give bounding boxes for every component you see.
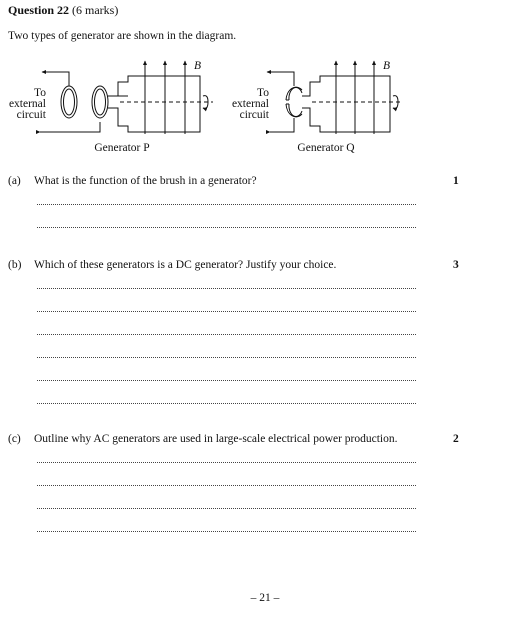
generator-q-texts: [232, 60, 390, 154]
answer-line[interactable]: [37, 311, 416, 312]
question-marks-note: (6 marks): [72, 3, 119, 17]
page-number: – 21 –: [250, 592, 280, 604]
part-b-text: Which of these generators is a DC generator? Justify your choice.: [34, 259, 337, 271]
answer-line[interactable]: [37, 227, 416, 228]
part-c-marks: 2: [453, 433, 459, 445]
part-c-label: (c): [8, 433, 21, 445]
generator-q-side-label-1: To: [257, 87, 269, 99]
generator-q-coil-box: [302, 76, 390, 132]
generator-q-side-label-2: external: [231, 98, 269, 110]
generator-p-field-label: B: [194, 60, 202, 72]
generators-diagram: [0, 56, 530, 164]
answer-line[interactable]: [37, 485, 416, 486]
part-a-marks: 1: [453, 175, 459, 187]
answer-line[interactable]: [37, 334, 416, 335]
answer-line[interactable]: [37, 403, 416, 404]
answer-line[interactable]: [37, 462, 416, 463]
generator-q-field-label: B: [383, 60, 391, 72]
question-title: Question 22: [8, 3, 70, 17]
part-a-text: What is the function of the brush in a generator?: [34, 175, 257, 187]
generator-p-leads: [40, 72, 100, 132]
answer-line[interactable]: [37, 531, 416, 532]
generator-q-leads: [267, 72, 294, 132]
generator-p-side-label-1: To: [34, 87, 46, 99]
question-heading: [8, 3, 118, 18]
answer-line[interactable]: [37, 380, 416, 381]
generator-p-field-lines: [145, 61, 185, 134]
answer-line[interactable]: [37, 288, 416, 289]
generator-p-side-label-3: circuit: [16, 109, 46, 121]
question-intro: Two types of generator are shown in the diagram.: [8, 30, 237, 42]
part-b-label: (b): [8, 259, 22, 271]
part-a-label: (a): [8, 175, 21, 187]
generator-p-label: Generator P: [94, 142, 150, 154]
generator-p-slip-rings: [61, 86, 108, 118]
answer-line[interactable]: [37, 357, 416, 358]
part-c-text: Outline why AC generators are used in large-scale electrical power production.: [34, 433, 398, 445]
part-b-marks: 3: [453, 259, 459, 271]
generator-q-field-lines: [336, 61, 374, 134]
generator-q-label: Generator Q: [297, 142, 355, 154]
generator-p: [40, 61, 213, 134]
generator-p-side-label-2: external: [8, 98, 46, 110]
generator-q-split-ring: [286, 87, 302, 117]
generator-q-side-label-3: circuit: [239, 109, 269, 121]
answer-line[interactable]: [37, 204, 416, 205]
answer-line[interactable]: [37, 508, 416, 509]
generator-p-coil-box: [108, 76, 200, 132]
